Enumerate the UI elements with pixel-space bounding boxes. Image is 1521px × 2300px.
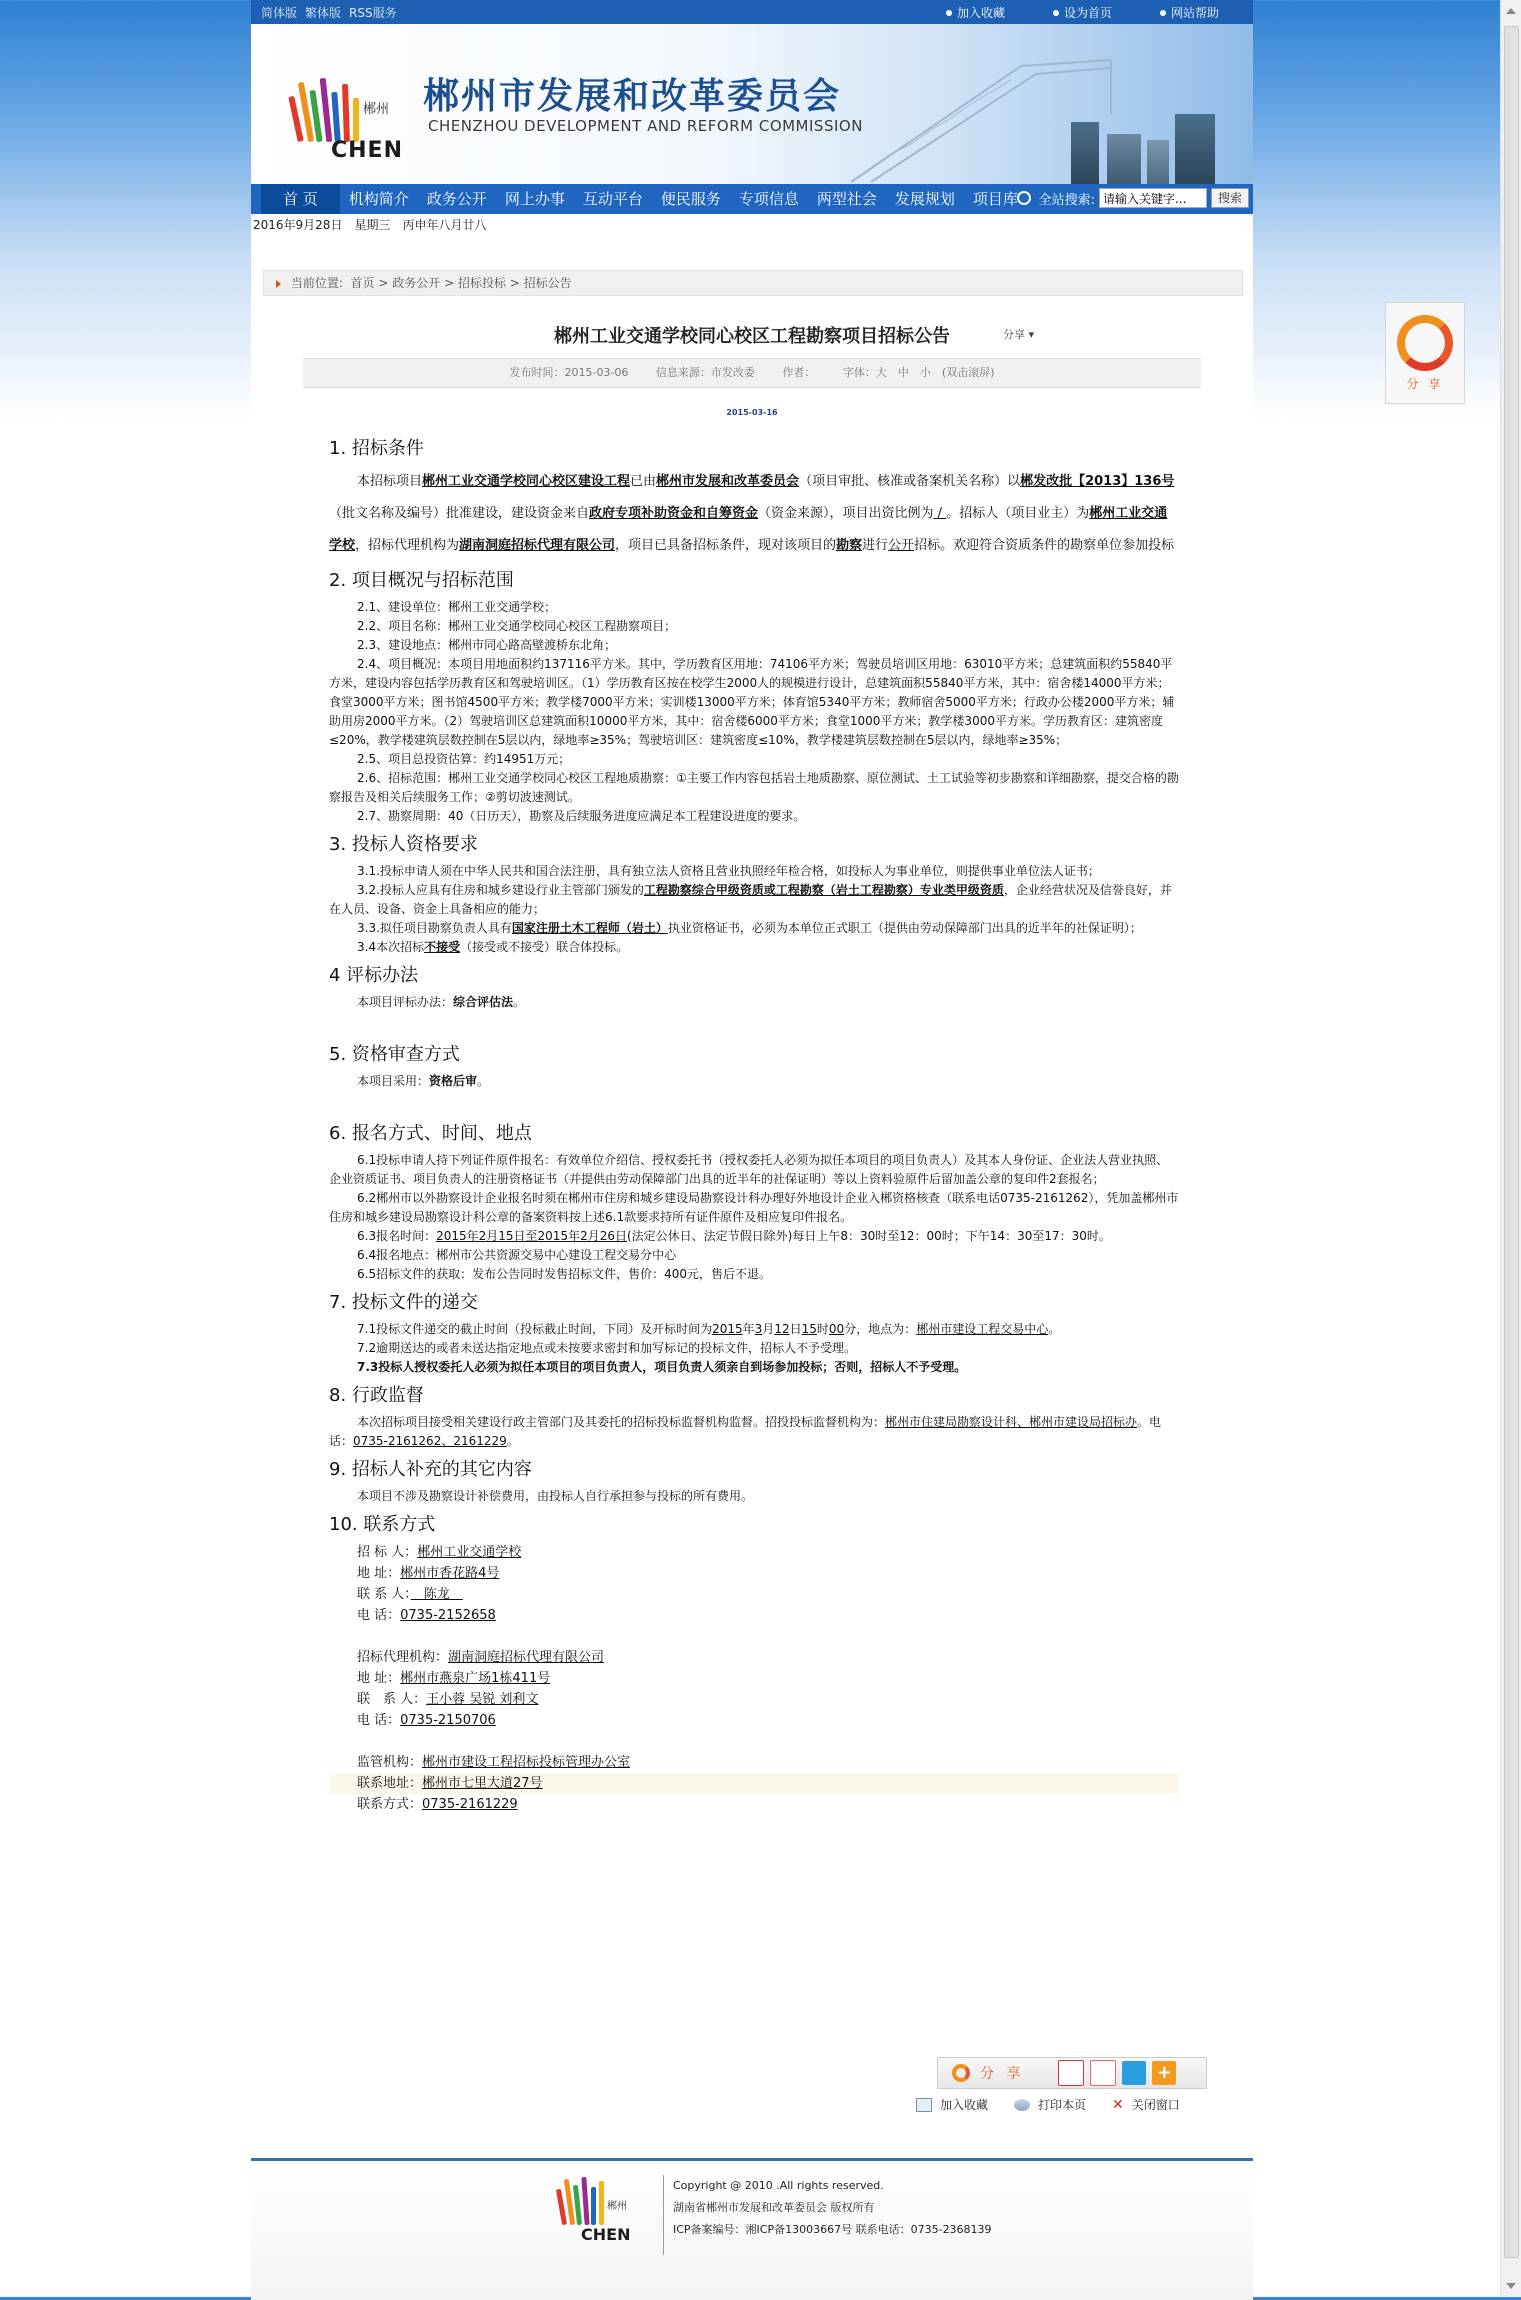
section-paragraph	[329, 1320, 1179, 1339]
text-span: 7.1投标文件递交的截止时间（投标截止时间，下同）及开标时间为	[357, 1322, 713, 1336]
text-span: 日	[789, 1322, 802, 1336]
contact-value: 郴州市燕泉广场1栋411号	[400, 1671, 551, 1686]
contact-block	[329, 1542, 1179, 1815]
nav-public-services[interactable]: 便民服务	[660, 190, 721, 208]
contact-line	[329, 1710, 1179, 1731]
text-span: 工程勘察综合甲级资质或工程勘察（岩土工程勘察）专业类甲级资质	[643, 883, 1004, 897]
text-span: 2015年2月15日至2015年2月26日	[436, 1229, 627, 1243]
section-paragraph	[329, 881, 1179, 919]
text-span: 已由	[630, 474, 657, 489]
contact-value: 郴州市香花路4号	[400, 1566, 500, 1581]
logo-stripe	[591, 2187, 596, 2225]
share-bar	[937, 2057, 1207, 2089]
nav-about[interactable]: 机构简介	[348, 190, 409, 208]
nav-special-info[interactable]: 专项信息	[738, 190, 799, 208]
text-span: 本项目采用：	[357, 1074, 430, 1088]
nav-interaction[interactable]: 互动平台	[582, 190, 643, 208]
logo-stripe	[331, 92, 340, 142]
add-favorite-link[interactable]	[946, 4, 1005, 21]
section-paragraph: 6.2郴州市以外勘察设计企业报名时须在郴州市住房和城乡建设局勘察设计科办理好外地设计企业入郴资格核查（联系电话0735-2161262），凭加盖郴州市住房和城乡建设局勘察设计科公章的备案资料按上述6.1款要求持所有证件原件及相应复印件报名。	[329, 1191, 1179, 1224]
text-span: ，企业经营状况及信誉良好，并在人员、设备、资金上具备相应的能力；	[329, 883, 1172, 916]
text-span: （接受或不接受）联合体投标。	[460, 940, 629, 954]
contact-line	[329, 1647, 1179, 1668]
utility-links	[946, 4, 1219, 21]
text-span: （资金来源），项目出资比例为	[758, 506, 934, 521]
add-favorite-label: 加入收藏	[956, 5, 1005, 20]
text-span: 政府专项补助资金和自筹资金	[589, 506, 759, 521]
section-title: 1. 招标条件	[329, 438, 424, 459]
section-paragraph: 3.1.投标申请人须在中华人民共和国合法注册，具有独立法人资格且营业执照经年检合格，如投标人为事业单位，则提供事业单位法人证书；	[357, 864, 1100, 878]
text-span: 0735-2161262、2161229	[353, 1434, 507, 1448]
scrollbar-thumb[interactable]	[1504, 26, 1519, 2258]
contact-label: 监管机构：	[357, 1755, 423, 1770]
contact-value: 郴州市七里大道27号	[422, 1776, 543, 1791]
text-span: 时	[816, 1322, 829, 1336]
footer-text	[673, 2175, 992, 2241]
article-date: 2015-03-16	[726, 408, 778, 417]
print-page-label: 打印本页	[1038, 2098, 1087, 2112]
text-span: 00	[828, 1322, 845, 1336]
contact-value: 郴州工业交通学校	[417, 1545, 522, 1560]
building-illustration	[1071, 122, 1099, 184]
breadcrumb	[263, 270, 1243, 296]
more-share-button[interactable]: +	[1152, 2061, 1176, 2085]
article-meta	[303, 358, 1201, 388]
text-span: 招标。欢迎符合资质条件的勘察单位参加投标	[914, 538, 1175, 553]
building-illustration	[1175, 114, 1215, 184]
contact-value: 湖南洞庭招标代理有限公司	[448, 1650, 605, 1665]
share-logo-icon	[1397, 315, 1453, 371]
add-favorite-action-label: 加入收藏	[940, 2098, 989, 2112]
section-title: 8. 行政监督	[329, 1385, 424, 1406]
lang-simplified-link[interactable]: 简体版	[261, 5, 298, 20]
footer	[251, 2158, 1253, 2300]
section-title: 5. 资格审查方式	[329, 1044, 460, 1065]
nav-online-services[interactable]: 网上办事	[504, 190, 565, 208]
share-mini-label: 分享	[1003, 328, 1025, 341]
contact-line	[329, 1773, 1179, 1794]
site-subtitle: CHENZHOU DEVELOPMENT AND REFORM COMMISSION	[428, 117, 863, 135]
section-paragraph: 2.3、建设地点：郴州市同心路高壁渡桥东北角；	[357, 638, 617, 652]
text-span: 。	[477, 1074, 490, 1088]
contact-line	[329, 1605, 1179, 1626]
section-paragraph: 7.2逾期送达的或者未送达指定地点或未按要求密封和加写标记的投标文件，招标人不予受理。	[357, 1341, 857, 1355]
logo-text: CHEN	[331, 138, 403, 163]
contact-line	[329, 1584, 1179, 1605]
set-homepage-label: 设为首页	[1063, 5, 1112, 20]
footer-logo-text: CHEN	[581, 2225, 631, 2244]
search-label: 全站搜索:	[1038, 192, 1095, 208]
close-window-label: 关闭窗口	[1131, 2098, 1180, 2112]
section-paragraph	[329, 1072, 1179, 1091]
contact-label: 电 话：	[357, 1608, 401, 1623]
info-source: 信息来源：市发改委	[655, 366, 755, 379]
page-actions	[916, 2096, 1180, 2113]
section-title: 2. 项目概况与招标范围	[329, 570, 514, 591]
text-span: ，项目已具备招标条件，现对该项目的	[615, 538, 837, 553]
text-span: （项目审批、核准或备案机关名称）以	[799, 474, 1021, 489]
text-span: 15	[801, 1322, 817, 1336]
nav-project-library[interactable]: 项目库	[972, 190, 1018, 208]
text-span: 年	[742, 1322, 755, 1336]
lang-traditional-link[interactable]: 繁体版	[305, 5, 342, 20]
article-title: 郴州工业交通学校同心校区工程勘察项目招标公告	[554, 326, 950, 347]
qzone-share-icon[interactable]	[1122, 2061, 1146, 2085]
text-span: ，招标代理机构为	[355, 538, 460, 553]
favorite-icon	[916, 2098, 932, 2112]
set-homepage-link[interactable]	[1053, 4, 1112, 21]
article-body	[329, 430, 1179, 1815]
contact-value: 陈龙	[410, 1587, 463, 1602]
building-illustration	[1147, 140, 1169, 184]
nav-home[interactable]: 首 页	[261, 184, 340, 214]
text-span: 郴州市住建局勘察设计科、郴州市建设局招标办	[885, 1415, 1138, 1429]
renren-share-icon[interactable]	[1058, 2060, 1084, 2086]
contact-line	[329, 1689, 1179, 1710]
text-span: 分，地点为：	[844, 1322, 917, 1336]
site-title: 郴州市发展和改革委员会	[423, 76, 842, 117]
section-paragraph: 2.6、招标范围：郴州工业交通学校同心校区工程地质勘察：①主要工作内容包括岩土地质勘察、原位测试、土工试验等初步勘察和详细勘察，提交合格的勘察报告及相关后续服务工作；②剪切波速测试。	[329, 771, 1179, 804]
contact-label: 联系方式：	[357, 1797, 423, 1812]
logo-stripe	[320, 78, 333, 142]
floating-share-label: 分 享	[1406, 377, 1444, 391]
section-paragraph: 2.7、勘察周期：40（日历天），勘察及后续服务进度应满足本工程建设进度的要求。	[357, 809, 806, 823]
footer-copyright: Copyright @ 2010 .All rights reserved.	[673, 2179, 884, 2192]
vertical-scrollbar[interactable]	[1500, 0, 1521, 2297]
contact-label: 地 址：	[357, 1671, 401, 1686]
logo-small-text: 郴州	[363, 102, 390, 117]
contact-value: 郴州市建设工程招标投标管理办公室	[422, 1755, 631, 1770]
logo-stripe	[353, 98, 359, 142]
text-span: 本招标项目	[357, 474, 423, 489]
contact-value: 0735-2150706	[400, 1713, 496, 1728]
text-span: 。	[513, 995, 526, 1009]
logo-stripe	[342, 84, 350, 142]
text-span: 6.3报名时间：	[357, 1229, 437, 1243]
bullet-icon	[946, 10, 952, 16]
text-span: 不接受	[424, 940, 461, 954]
site-search	[1017, 188, 1249, 208]
site-help-label: 网站帮助	[1170, 5, 1219, 20]
section-title: 7. 投标文件的递交	[329, 1292, 478, 1313]
section-paragraph	[329, 1227, 1179, 1246]
section-paragraph	[329, 919, 1179, 938]
contact-line	[329, 1668, 1179, 1689]
text-span: 本项目评标办法：	[357, 995, 454, 1009]
text-span: （批文名称及编号）批准建设，建设资金来自	[329, 506, 590, 521]
text-span: 3.4本次招标	[357, 940, 425, 954]
text-span: 勘察	[836, 538, 863, 553]
contact-label: 联系地址：	[357, 1776, 423, 1791]
text-span: 月	[762, 1322, 775, 1336]
breadcrumb-home[interactable]: 首页	[350, 276, 375, 290]
share-logo-icon	[952, 2064, 970, 2082]
main-nav	[251, 184, 1253, 214]
text-span: 国家注册土木工程师（岩土）	[511, 921, 668, 935]
font-size-control[interactable]: 字体：大 中 小 (双击滚屏)	[842, 366, 995, 379]
footer-icp: ICP备案编号：湘ICP备13003667号 联系电话：0735-2368139	[673, 2223, 992, 2236]
share-mini-button[interactable]: 分享 ▾	[1003, 328, 1035, 341]
breadcrumb-bidding[interactable]: 招标投标	[457, 276, 506, 290]
weibo-share-icon[interactable]	[1090, 2060, 1116, 2086]
floating-share-widget[interactable]	[1385, 302, 1465, 404]
text-span: 2015	[712, 1322, 743, 1336]
contact-line	[329, 1752, 1179, 1773]
section-paragraph: 7.3投标人授权委托人必须为拟任本项目的项目负责人，项目负责人须亲自到场参加投标；否则，招标人不予受理。	[357, 1360, 967, 1374]
section-paragraph	[329, 938, 1179, 957]
nav-development-plan[interactable]: 发展规划	[894, 190, 955, 208]
breadcrumb-bid-notice[interactable]: 招标公告	[523, 276, 572, 290]
share-bar-label[interactable]: 分 享	[980, 2066, 1025, 2082]
text-span: 本次招标项目接受相关建设行政主管部门及其委托的招标投标监督机构监督。招投投标监督机构为：	[357, 1415, 886, 1429]
section-title: 9. 招标人补充的其它内容	[329, 1459, 532, 1480]
contact-value: 王小蓉 吴锐 刘利文	[426, 1692, 539, 1707]
section-paragraph: 本项目不涉及勘察设计补偿费用，由投标人自行承担参与投标的所有费用。	[357, 1489, 754, 1503]
site-help-link[interactable]	[1160, 4, 1219, 21]
section-paragraph: 2.1、建设单位：郴州工业交通学校；	[357, 600, 557, 614]
breadcrumb-separator-icon: >	[444, 276, 458, 290]
section-title: 10. 联系方式	[329, 1514, 436, 1535]
logo-stripe	[599, 2181, 604, 2225]
section-paragraph	[329, 1413, 1179, 1451]
text-span: 郴州工业交通学校	[329, 506, 1168, 553]
close-window-action[interactable]	[1112, 2096, 1180, 2113]
text-span: 3	[754, 1322, 763, 1336]
text-span: 郴发改批【2013】136号	[1020, 474, 1175, 489]
breadcrumb-separator-icon: >	[509, 276, 524, 290]
footer-logo-small-text: 郴州	[607, 2201, 627, 2212]
section-paragraph: 2.4、项目概况：本项目用地面积约137116平方米。其中，学历教育区用地：74106平方米；驾驶员培训区用地：63010平方米；总建筑面积约55840平方米，建设内容包括学历教育区和驾驶培训区。（1）学历教育区按在校学生2000人的规模进行设计，总建筑面积55840平方米，其中：宿舍楼14000平方米；食堂3000平方米；图书馆4500平方米；教学楼7000平方米；实训楼13000平方米；体育馆5340平方米；教师宿舍5000平方米；行政办公楼2000平方米；辅助用房2000平方米。（2）驾驶培训区总建筑面积10000平方米，其中：宿舍楼6000平方米；食堂1000平方米；教学楼3000平方米。学历教育区：建筑密度≤20%，教学楼建筑层数控制在5层以内，绿地率≥35%；驾驶培训区：建筑密度≤10%，教学楼建筑层数控制在5层以内，绿地率≥35%；	[329, 657, 1175, 747]
author: 作者：	[782, 366, 816, 379]
section-paragraph: 6.4报名地点：郴州市公共资源交易中心建设工程交易分中心	[357, 1248, 677, 1262]
text-span: 郴州市发展和改革委员会	[656, 474, 800, 489]
breadcrumb-government-affairs[interactable]: 政务公开	[392, 276, 441, 290]
logo-stripe	[581, 2177, 589, 2225]
contact-line	[329, 1794, 1179, 1815]
contact-value: 0735-2161229	[422, 1797, 518, 1812]
text-span: 进行	[862, 538, 889, 553]
contact-label: 招 标 人：	[357, 1545, 418, 1560]
text-span: 资格后审	[429, 1074, 478, 1088]
breadcrumb-label: 当前位置:	[290, 276, 343, 290]
text-span: 综合评估法	[453, 995, 514, 1009]
rss-link[interactable]: RSS服务	[349, 5, 397, 20]
print-page-action[interactable]	[1014, 2096, 1086, 2113]
footer-owner: 湖南省郴州市发展和改革委员会 版权所有	[673, 2201, 875, 2214]
contact-value: 0735-2152658	[400, 1608, 496, 1623]
contact-label: 联 系 人：	[357, 1587, 411, 1602]
text-span: 执业资格证书，必须为本单位正式职工（提供由劳动保障部门出具的近半年的社保证明）；	[667, 921, 1142, 935]
bullet-icon	[1160, 10, 1166, 16]
nav-two-type-society[interactable]: 两型社会	[816, 190, 877, 208]
bullet-icon	[1053, 10, 1059, 16]
section-paragraph	[329, 466, 1179, 562]
text-span: 湖南洞庭招标代理有限公司	[459, 538, 616, 553]
scroll-down-icon[interactable]	[1506, 2283, 1516, 2289]
section-title: 6. 报名方式、时间、地点	[329, 1123, 532, 1144]
language-links	[261, 4, 397, 21]
publish-time: 发布时间：2015-03-06	[509, 366, 629, 379]
section-paragraph: 2.5、项目总投资估算：约14951万元；	[357, 752, 571, 766]
text-span: 。	[1048, 1322, 1061, 1336]
nav-government-affairs[interactable]: 政务公开	[426, 190, 487, 208]
text-span: 。	[506, 1434, 519, 1448]
site-logo[interactable]	[289, 54, 403, 164]
page-container	[251, 0, 1253, 2297]
breadcrumb-separator-icon: >	[378, 276, 393, 290]
contact-label: 地 址：	[357, 1566, 401, 1581]
text-span: 3.2.投标人应具有住房和城乡建设行业主管部门颁发的	[357, 883, 644, 897]
text-span: 。电话：	[329, 1415, 1162, 1448]
section-paragraph: 6.1投标申请人持下列证件原件报名：有效单位介绍信、授权委托书（授权委托人必须为拟任本项目的项目负责人）及其本人身份证、企业法人营业执照、企业资质证书、项目负责人的注册资格证书（并提供由劳动保障部门出具的近半年的社保证明）等以上资料验原件后留加盖公章的复印件2套报名；	[329, 1153, 1169, 1186]
contact-line	[329, 1563, 1179, 1584]
text-span: 公开	[888, 538, 915, 553]
footer-logo	[551, 2175, 651, 2255]
add-favorite-action[interactable]	[916, 2096, 988, 2113]
header-banner	[251, 24, 1253, 184]
contact-label: 电 话：	[357, 1713, 401, 1728]
contact-line	[329, 1542, 1179, 1563]
building-illustration	[1107, 134, 1141, 184]
text-span: 12	[774, 1322, 790, 1336]
text-span: 郴州工业交通学校同心校区建设工程	[422, 474, 631, 489]
section-paragraph: 6.5招标文件的获取：发布公告同时发售招标文件，售价：400元，售后不退。	[357, 1267, 771, 1281]
contact-label: 招标代理机构：	[357, 1650, 449, 1665]
search-button[interactable]: 搜索	[1211, 188, 1249, 208]
text-span: 3.3.拟任项目勘察负责人具有	[357, 921, 512, 935]
date-bar: 2016年9月28日 星期三 丙申年八月廿八	[251, 214, 1253, 236]
search-input[interactable]	[1099, 188, 1207, 208]
contact-label: 联 系 人：	[357, 1692, 427, 1707]
search-icon	[1017, 191, 1031, 205]
section-title: 4 评标办法	[329, 965, 419, 986]
top-bar	[251, 0, 1253, 24]
section-title: 3. 投标人资格要求	[329, 834, 478, 855]
section-paragraph: 2.2、项目名称：郴州工业交通学校同心校区工程勘察项目；	[357, 619, 677, 633]
text-span: 郴州市建设工程交易中心	[916, 1322, 1049, 1336]
footer-divider	[663, 2175, 664, 2255]
text-span: (法定公休日、法定节假日除外)每日上午8：30时至12：00时；下午14：30至17：30时。	[626, 1229, 1111, 1243]
print-icon	[1014, 2099, 1030, 2111]
scroll-up-icon[interactable]	[1506, 8, 1516, 14]
text-span: 。招标人（项目业主）为	[946, 506, 1090, 521]
breadcrumb-arrow-icon	[276, 280, 281, 288]
section-paragraph	[329, 993, 1179, 1012]
close-icon: ✕	[1112, 2096, 1124, 2113]
text-span: /	[933, 506, 947, 521]
